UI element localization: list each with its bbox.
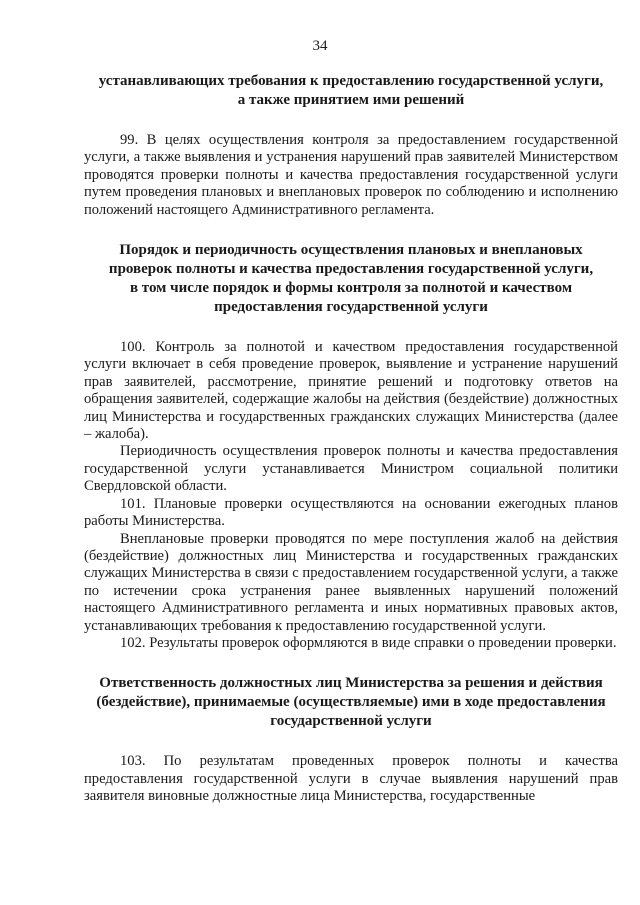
heading-line: проверок полноты и качества предоставления государственной услуги, xyxy=(108,261,594,278)
section-heading-top xyxy=(84,72,618,110)
paragraph-103: 103. По результатам проведенных проверок полноты и качества предоставления государственной услуги в случае выявления нарушений прав заявителя виновные должностные лица Министерства, государственные xyxy=(84,753,618,805)
heading-line: в том числе порядок и формы контроля за полнотой и качеством xyxy=(129,280,573,297)
paragraph-100: 100. Контроль за полнотой и качеством предоставления государственной услуги включает в себя проведение проверок, выявление и устранение нарушений прав заявителей, рассмотрение, принятие решений и подготовку ответов на обращения заявителей, содержащие жалобы на действия (бездействие) должностных лиц Министерства и государственных гражданских служащих Министерства (далее – жалоба). xyxy=(84,339,618,443)
paragraph-101-unscheduled: Внеплановые проверки проводятся по мере поступления жалоб на действия (бездействие) должностных лиц Министерства и государственных гражданских служащих Министерства в связи с предоставлением государственной услуги, а также по истечении срока устранения ранее выявленных нарушений положений настоящего Административного регламента и иных нормативных правовых актов, устанавливающих требования к предоставлению государственной услуги. xyxy=(84,530,618,634)
heading-line: государственной услуги xyxy=(270,713,432,730)
heading-line: устанавливающих требования к предоставлению государственной услуги, xyxy=(98,73,604,89)
heading-line: (бездействие), принимаемые (осуществляемые) ими в ходе предоставления xyxy=(96,694,606,711)
paragraph-100-periodicity: Периодичность осуществления проверок полноты и качества предоставления государственной услуги устанавливается Министром социальной политики Свердловской области. xyxy=(84,443,618,495)
paragraph-101: 101. Плановые проверки осуществляются на основании ежегодных планов работы Министерства. xyxy=(84,495,618,530)
page-number: 34 xyxy=(312,38,328,54)
heading-line: предоставления государственной услуги xyxy=(214,299,488,316)
paragraph-102: 102. Результаты проверок оформляются в виде справки о проведении проверки. xyxy=(120,634,617,651)
heading-line: Ответственность должностных лиц Министерства за решения и действия xyxy=(99,675,603,692)
section-heading-responsibility xyxy=(84,674,618,731)
heading-line: Порядок и периодичность осуществления плановых и внеплановых xyxy=(119,242,583,259)
paragraph-99: 99. В целях осуществления контроля за предоставлением государственной услуги, а также выявления и устранения нарушений прав заявителей Министерством проводятся проверки полноты и качества предоставления государственной услуги путем проведения плановых и внеплановых проверок по соблюдению и исполнению положений настоящего Административного регламента. xyxy=(84,132,618,218)
heading-line: а также принятием ими решений xyxy=(237,92,465,108)
document-body xyxy=(84,72,618,806)
section-heading-procedure xyxy=(84,241,618,317)
